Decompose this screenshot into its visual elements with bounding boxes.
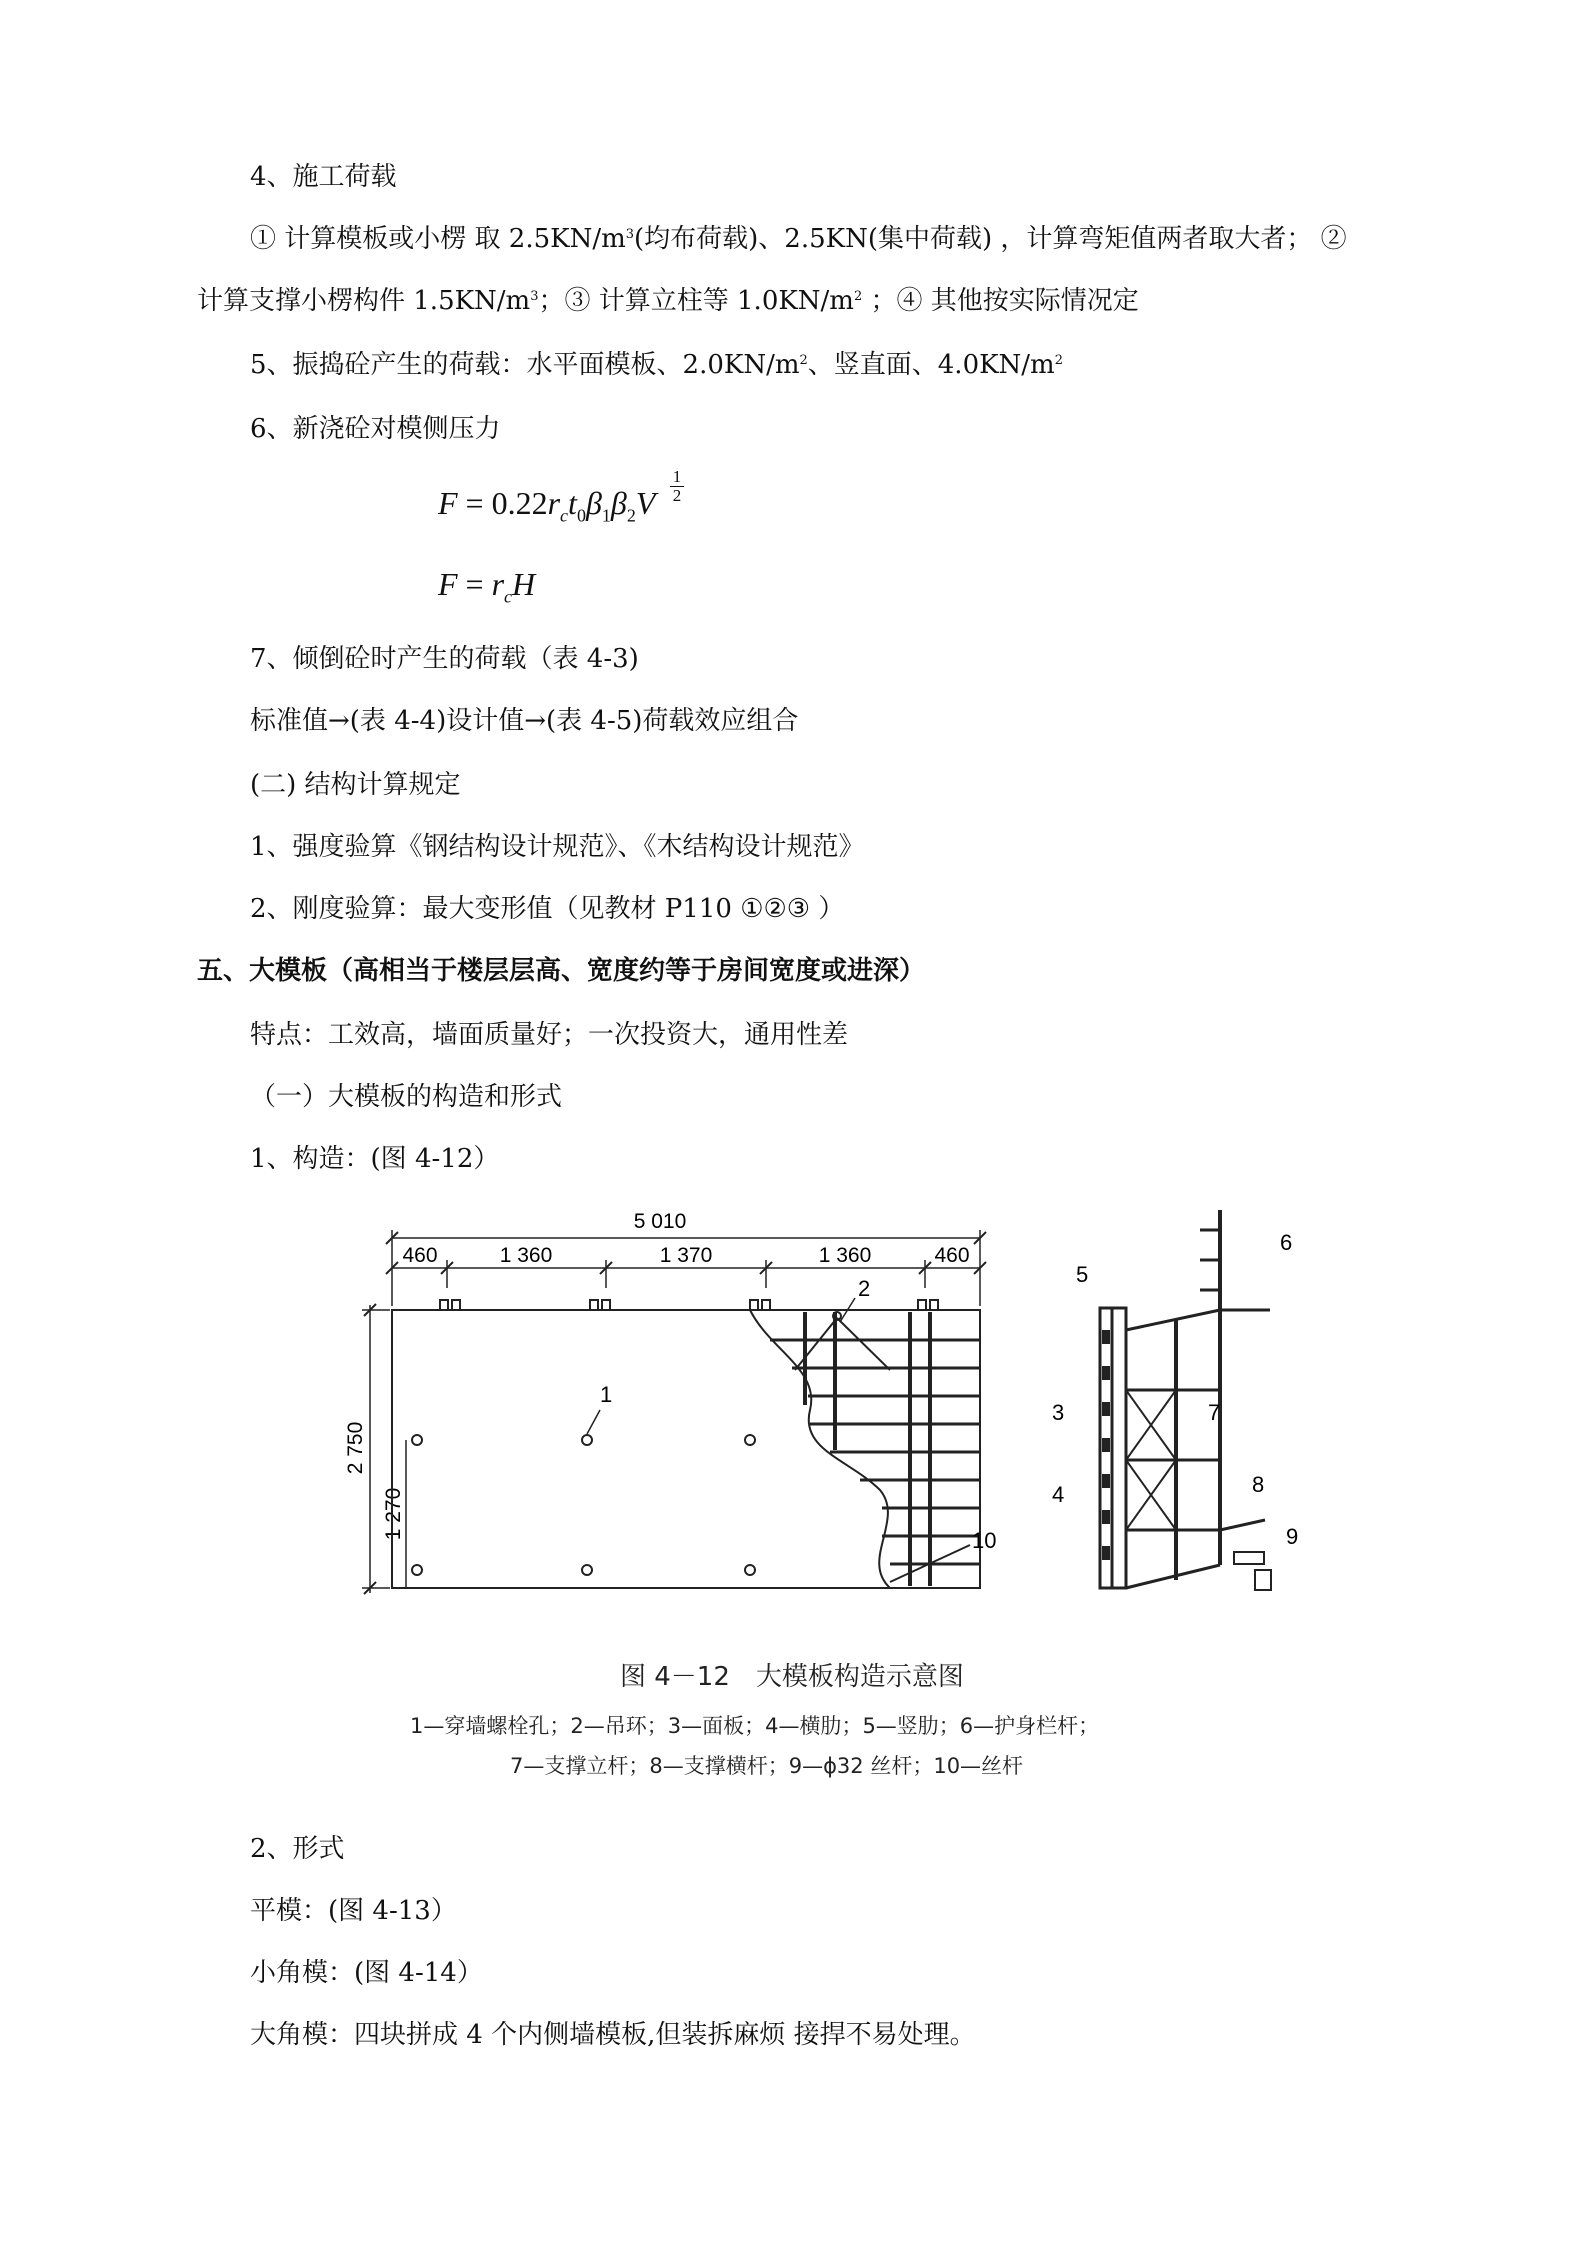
dim-segment-4: 1 360	[818, 1244, 872, 1267]
label-8: 8	[1252, 1472, 1265, 1497]
formula-subscript: 1	[601, 505, 611, 526]
heading-forms: 2、形式	[250, 1834, 345, 1864]
paragraph-stiffness-check: 2、刚度验算：最大变形值（见教材 P110 ①②③ ）	[250, 894, 845, 924]
formula-symbol: t	[568, 485, 577, 521]
paragraph-load-combination: 标准值→(表 4-4)设计值→(表 4-5)荷载效应组合	[250, 706, 799, 736]
lifting-lugs	[440, 1300, 938, 1310]
formula-symbol: F	[438, 566, 458, 602]
formula-symbol: F	[438, 485, 458, 521]
formula-subscript: 2	[626, 505, 636, 526]
dim-segment-5: 460	[934, 1244, 970, 1267]
text-segment: 、竖直面、4.0KN/m	[807, 350, 1055, 380]
label-3: 3	[1052, 1400, 1065, 1425]
dim-height: 2 750	[344, 1421, 367, 1475]
formula-symbol: β	[610, 485, 627, 521]
label-9: 9	[1286, 1524, 1299, 1549]
text-segment: (均布荷载)、2.5KN(集中荷载) ，计算弯矩值两者取大者； ②	[634, 224, 1347, 254]
dim-total: 5 010	[633, 1210, 687, 1233]
dim-segment-2: 1 360	[499, 1244, 553, 1267]
formula-operator: =	[457, 566, 492, 602]
heading-structure-rules: (二) 结构计算规定	[250, 770, 461, 800]
formula-side-pressure-2	[438, 566, 535, 607]
text-segment: ；④ 其他按实际情况定	[862, 286, 1139, 316]
heading-construction-load: 4、施工荷载	[250, 162, 397, 192]
dim-segment-3: 1 370	[659, 1244, 713, 1267]
label-1: 1	[600, 1382, 613, 1407]
leader-1	[587, 1410, 600, 1434]
heading-side-pressure: 6、新浇砼对模侧压力	[250, 414, 501, 444]
figure-large-formwork	[330, 1190, 1320, 1820]
dim-segment-1: 460	[402, 1244, 438, 1267]
label-4: 4	[1052, 1482, 1065, 1507]
formula-symbol: H	[512, 566, 536, 602]
paragraph-small-corner-mold: 小角模：(图 4-14）	[250, 1958, 483, 1988]
section-title-large-formwork: 五、大模板（高相当于楼层层高、宽度约等于房间宽度或进深）	[197, 956, 926, 986]
text-segment: 5、振捣砼产生的荷载：水平面模板、2.0KN/m	[250, 350, 800, 380]
formula-symbol: r	[491, 566, 505, 602]
label-5: 5	[1076, 1262, 1089, 1287]
label-6: 6	[1280, 1230, 1293, 1255]
side-elevation	[1100, 1210, 1271, 1590]
exponent-numerator: 1	[672, 467, 682, 486]
formula-symbol: β	[585, 485, 602, 521]
label-7: 7	[1208, 1400, 1221, 1425]
paragraph-load-1	[250, 222, 1347, 256]
dim-hole-height: 1 270	[382, 1487, 405, 1541]
paragraph-vibration-load	[250, 348, 1063, 382]
formula-side-pressure-1	[438, 485, 655, 526]
superscript: 3	[530, 289, 539, 304]
formula-exponent	[670, 468, 684, 505]
paragraph-features: 特点：工效高，墙面质量好；一次投资大，通用性差	[250, 1020, 849, 1050]
superscript: 2	[1054, 353, 1063, 368]
figure-caption-legend-1: 1—穿墙螺栓孔；2—吊环；3—面板；4—横肋；5—竖肋；6—护身栏杆；	[410, 1714, 1100, 1738]
paragraph-load-2	[197, 284, 1139, 318]
formula-symbol: V	[635, 485, 656, 521]
text-segment: 计算支撑小楞构件 1.5KN/m	[197, 286, 531, 316]
paragraph-flat-mold: 平模：(图 4-13）	[250, 1896, 457, 1926]
formula-subscript: c	[560, 505, 569, 526]
heading-structure-and-form: （一）大模板的构造和形式	[250, 1082, 563, 1112]
formula-symbol: r	[547, 485, 561, 521]
exponent-denominator: 2	[670, 486, 684, 505]
side-rib-blocks	[1102, 1330, 1110, 1560]
formula-subscript: c	[504, 586, 513, 607]
superscript: 3	[625, 227, 635, 242]
label-2: 2	[858, 1276, 871, 1301]
superscript: 2	[853, 289, 863, 304]
paragraph-large-corner-mold: 大角模：四块拼成 4 个内侧墙模板,但装拆麻烦 接捍不易处理。	[250, 2020, 976, 2050]
text-segment: ；③ 计算立柱等 1.0KN/m	[538, 286, 854, 316]
paragraph-strength-check: 1、强度验算《钢结构设计规范》、《木结构设计规范》	[250, 832, 865, 862]
formula-operator: = 0.22	[457, 485, 548, 521]
cutaway-region	[750, 1310, 980, 1588]
label-10: 10	[972, 1528, 997, 1553]
heading-construction-fig: 1、构造：(图 4-12）	[250, 1144, 500, 1174]
text-segment: ① 计算模板或小楞 取 2.5KN/m	[250, 224, 626, 254]
superscript: 2	[799, 353, 808, 368]
figure-caption-title: 图 4－12 大模板构造示意图	[620, 1662, 964, 1692]
heading-pour-load: 7、倾倒砼时产生的荷载（表 4-3)	[250, 644, 639, 674]
formula-subscript: 0	[576, 505, 586, 526]
bolt-holes	[412, 1435, 755, 1575]
figure-caption-legend-2: 7—支撑立杆；8—支撑横杆；9—ϕ32 丝杆；10—丝杆	[510, 1754, 1024, 1778]
